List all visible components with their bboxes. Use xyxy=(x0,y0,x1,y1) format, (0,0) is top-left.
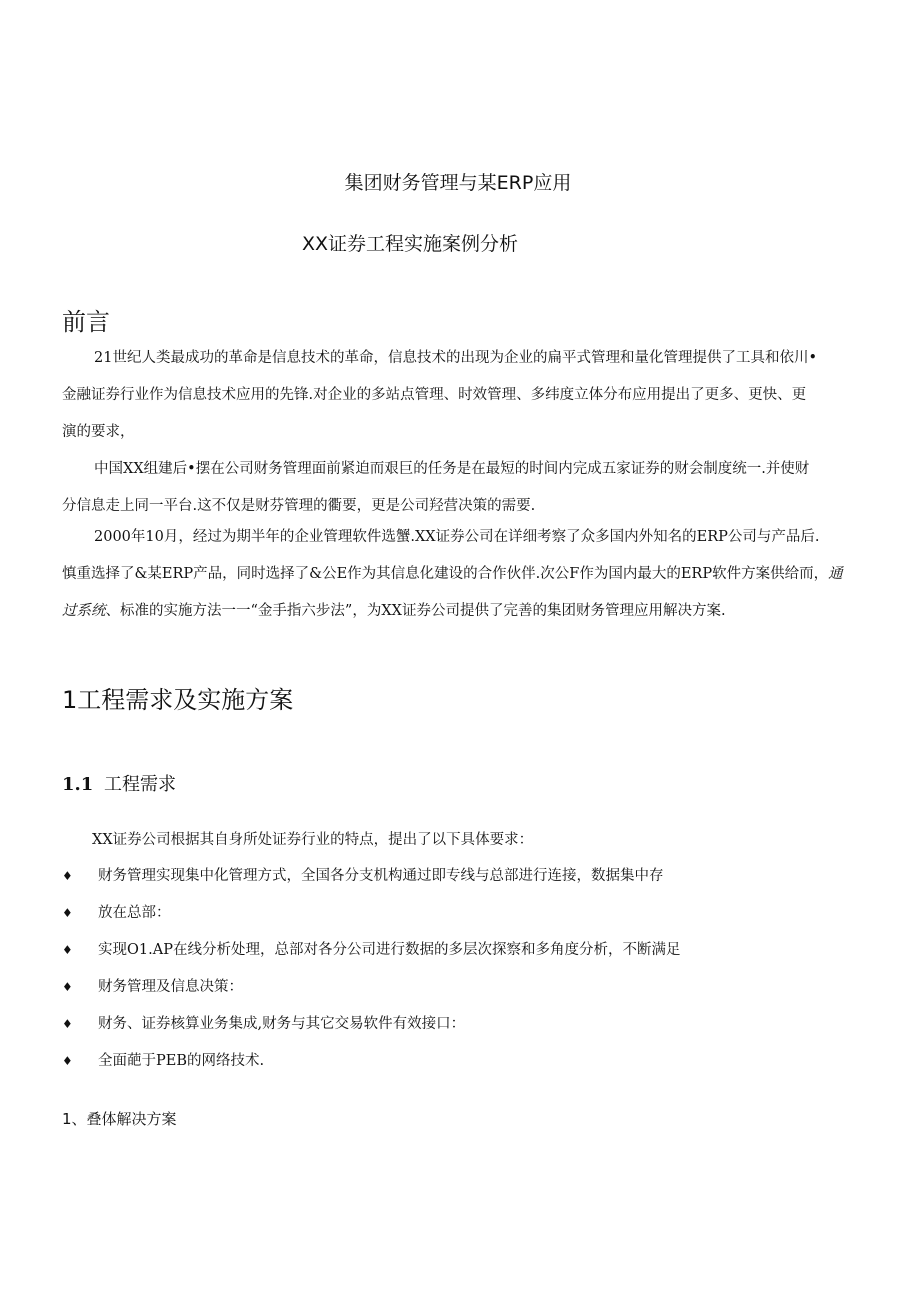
list-item xyxy=(62,932,862,969)
paragraph-line xyxy=(62,593,862,630)
list-item xyxy=(62,1043,862,1080)
preface-paragraph-2 xyxy=(62,451,862,525)
bullet-diamond-icon: ♦ xyxy=(62,869,73,883)
document-subtitle: XX证券工程实施案例分析 xyxy=(301,233,519,255)
list-item-text: 财务管理及信息决策： xyxy=(98,979,243,995)
list-item-text: 放在总部： xyxy=(98,905,171,921)
requirements-intro: XX证券公司根据其自身所处证券行业的特点，提出了以下具体要求： xyxy=(92,832,534,848)
paragraph-line: 2000年10月，经过为期半年的企业管理软件选蟹.XX证券公司在详细考察了众多国内外知名的ERP公司与产品后. xyxy=(94,529,820,545)
requirements-list xyxy=(62,858,862,1080)
section-title: 工程需求 xyxy=(104,774,176,795)
section-heading-1: 1工程需求及实施方案 xyxy=(62,686,294,714)
paragraph-text: 慎重选择了&某ERP产品，同时选择了&公E作为其信息化建设的合作伙伴.次公F作为国内最大的ERP软件方案供给而， xyxy=(62,566,829,582)
list-item-text: 全面葩于PEB的网络技术. xyxy=(98,1053,265,1069)
list-item-text: 实现O1.AP在线分析处理，总部对各分公司进行数据的多层次探察和多角度分析，不断满足 xyxy=(98,942,681,958)
paragraph-italic-text: 通 xyxy=(828,566,843,582)
bullet-diamond-icon: ♦ xyxy=(62,1054,73,1068)
preface-paragraph-1 xyxy=(62,340,862,451)
bullet-diamond-icon: ♦ xyxy=(62,906,73,920)
paragraph-line: 21世纪人类最成功的革命是信息技术的革命，信息技术的出现为企业的扁平式管理和量化管理提供了工具和依川• xyxy=(94,350,817,366)
paragraph-line: 演的要求， xyxy=(62,424,135,440)
paragraph-line xyxy=(62,556,862,593)
section-heading-1-1 xyxy=(62,770,176,796)
list-item xyxy=(62,858,862,895)
preface-paragraph-3 xyxy=(62,519,862,630)
list-item xyxy=(62,895,862,932)
list-item-text: 财务、证券核算业务集成,财务与其它交易软件有效接口： xyxy=(98,1016,466,1032)
bullet-diamond-icon: ♦ xyxy=(62,980,73,994)
paragraph-line: 金融证券行业作为信息技术应用的先锋.对企业的多站点管理、时效管理、多纬度立体分布应用提出了更多、更快、更 xyxy=(62,387,807,403)
subsection-heading: 1、叠体解决方案 xyxy=(62,1110,177,1128)
list-item xyxy=(62,1006,862,1043)
paragraph-line: 分信息走上同一平台.这不仅是财芬管理的衢要，更是公司羟营决策的需要. xyxy=(62,498,536,514)
bullet-diamond-icon: ♦ xyxy=(62,1017,73,1031)
paragraph-line: 中国XX组建后•摆在公司财务管理面前紧迫而艰巨的任务是在最短的时间内完成五家证券的财会制度统一.并使财 xyxy=(94,461,810,477)
bullet-diamond-icon: ♦ xyxy=(62,943,73,957)
paragraph-text: 、标准的实施方法一一“金手指六步法”，为XX证券公司提供了完善的集团财务管理应用解决方案. xyxy=(105,603,726,619)
list-item xyxy=(62,969,862,1006)
section-number: 1.1 xyxy=(62,774,94,795)
list-item-text: 财务管理实现集中化管理方式，全国各分支机构通过即专线与总部进行连接，数据集中存 xyxy=(98,868,664,884)
paragraph-italic-text: 过系统 xyxy=(62,603,106,619)
document-title: 集团财务管理与某ERP应用 xyxy=(344,172,572,194)
preface-heading: 前言 xyxy=(62,308,110,336)
